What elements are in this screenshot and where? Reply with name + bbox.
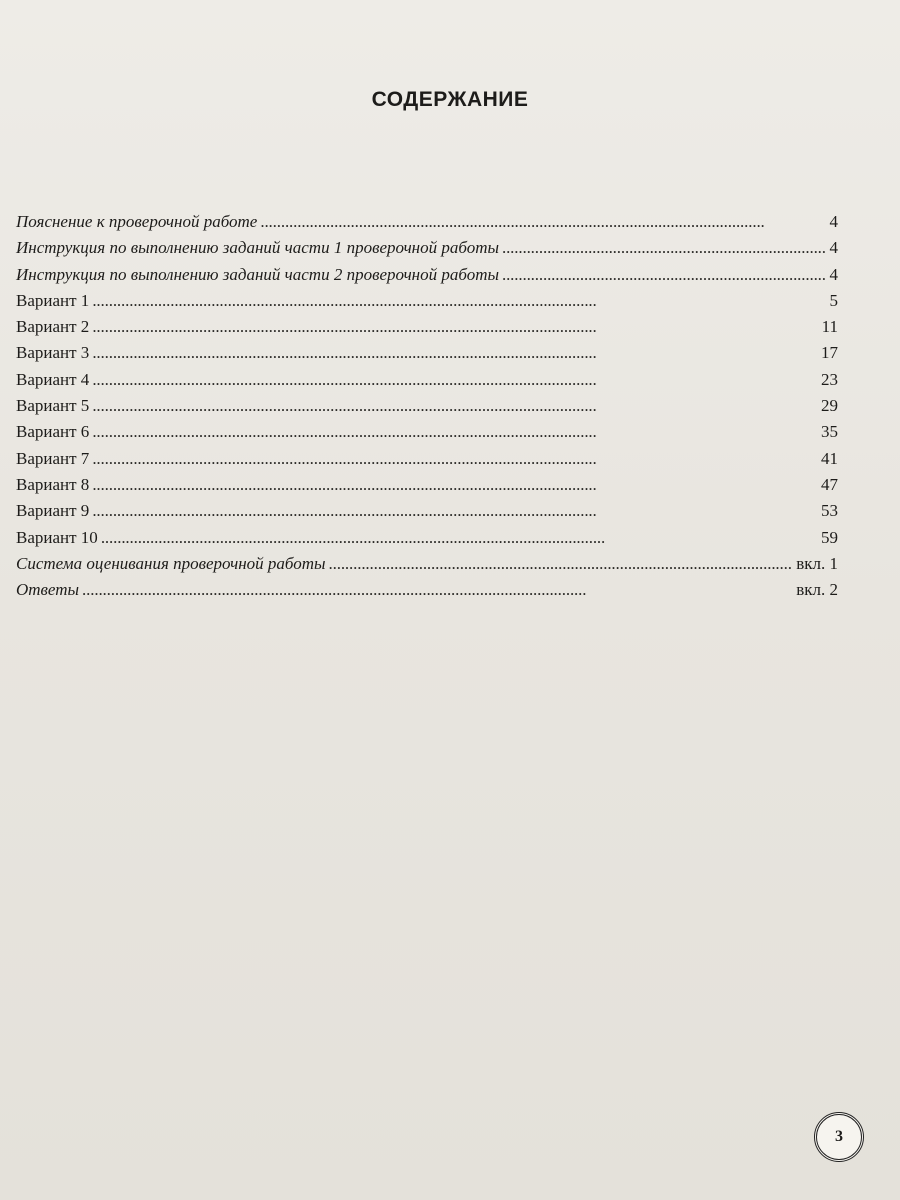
toc-entry: [16, 554, 838, 580]
toc-entry: [16, 370, 838, 396]
toc-leader-dots: [92, 475, 818, 495]
toc-entry-label: Вариант 9: [16, 501, 90, 521]
toc-entry-page: 23: [821, 369, 838, 389]
toc-entry-page: 29: [821, 396, 838, 416]
toc-entry-label: Ответы: [16, 580, 80, 600]
toc-entry: [16, 265, 838, 291]
toc-entry-page: 4: [829, 264, 838, 284]
toc-entry-label: Система оценивания проверочной работы: [16, 553, 326, 573]
toc-entry-page: вкл. 2: [796, 580, 838, 600]
toc-entry-page: 4: [829, 238, 838, 258]
toc-leader-dots: [92, 422, 818, 442]
toc-entry-page: 35: [821, 422, 838, 442]
toc-leader-dots: [329, 554, 794, 574]
toc-entry: [16, 343, 838, 369]
toc-entry-page: 53: [821, 501, 838, 521]
toc-entry: [16, 396, 838, 422]
toc-entry-label: Вариант 8: [16, 474, 90, 494]
toc-entry: [16, 528, 838, 554]
toc-leader-dots: [92, 343, 818, 363]
toc-entry-label: Вариант 10: [16, 527, 98, 547]
toc-entry: [16, 580, 838, 606]
toc-entry: [16, 422, 838, 448]
page-number-badge: [814, 1112, 864, 1162]
toc-entry-label: Пояснение к проверочной работе: [16, 212, 258, 231]
toc-entry-page: 11: [821, 317, 838, 337]
toc-entry-page: 17: [821, 343, 838, 363]
toc-entry-label: Вариант 1: [16, 290, 90, 310]
toc-entry: [16, 317, 838, 343]
toc-leader-dots: [502, 238, 827, 258]
toc-entry-label: Инструкция по выполнению заданий части 2 проверочной работы: [16, 264, 499, 284]
toc-leader-dots: [92, 370, 818, 390]
toc-leader-dots: [92, 396, 818, 416]
toc-entry: [16, 291, 838, 317]
toc-entry-label: Вариант 2: [16, 317, 90, 337]
page-number: 3: [835, 1128, 843, 1145]
toc-entry-page: 4: [829, 212, 838, 231]
toc-entry: [16, 475, 838, 501]
toc-leader-dots: [92, 291, 826, 311]
toc-leader-dots: [101, 528, 818, 548]
toc-entry-page: вкл. 1: [796, 553, 838, 573]
page-title: СОДЕРЖАНИЕ: [371, 88, 529, 111]
toc-entry-label: Вариант 5: [16, 396, 90, 416]
toc-leader-dots: [260, 212, 826, 232]
toc-leader-dots: [502, 265, 827, 285]
toc-entry: [16, 238, 838, 264]
toc-entry-page: 59: [821, 527, 838, 547]
toc-entry: [16, 501, 838, 527]
toc-leader-dots: [92, 317, 818, 337]
toc-entry-label: Вариант 7: [16, 448, 90, 468]
toc-entry-page: 5: [829, 290, 838, 310]
toc-entry-label: Инструкция по выполнению заданий части 1 проверочной работы: [16, 238, 499, 258]
toc-entry-page: 47: [821, 474, 838, 494]
toc-leader-dots: [82, 580, 793, 600]
toc-entry-label: Вариант 4: [16, 369, 90, 389]
table-of-contents: [16, 212, 838, 606]
toc-leader-dots: [92, 449, 818, 469]
toc-leader-dots: [92, 501, 818, 521]
toc-entry: [16, 212, 838, 238]
toc-entry-label: Вариант 3: [16, 343, 90, 363]
toc-entry: [16, 449, 838, 475]
toc-entry-label: Вариант 6: [16, 422, 90, 442]
toc-entry-page: 41: [821, 448, 838, 468]
